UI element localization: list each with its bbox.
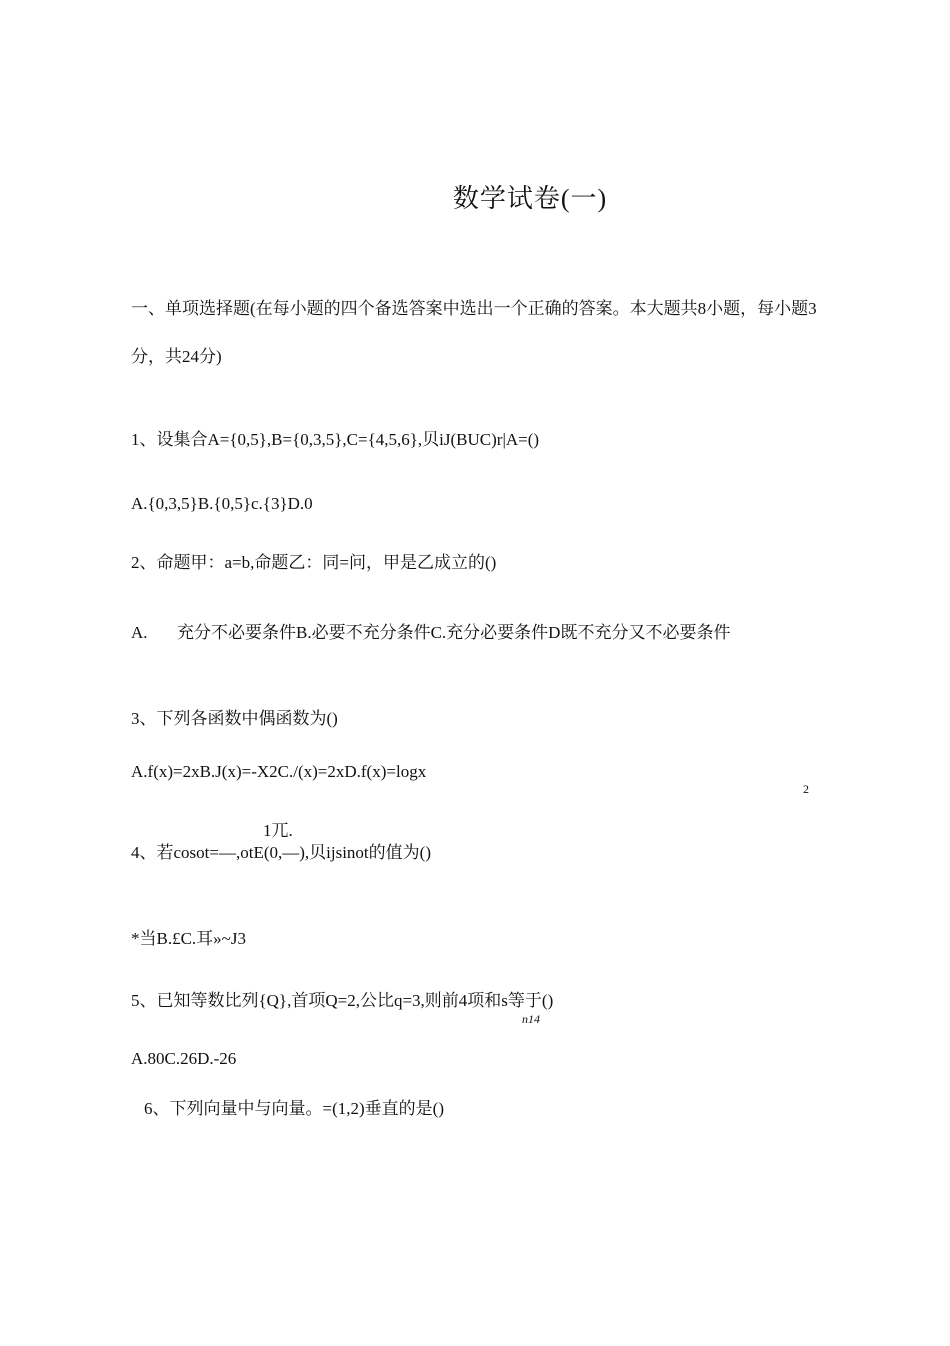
page-title: 数学试卷(一) <box>452 184 608 213</box>
question-1-options: A.{0,3,5}B.{0,5}c.{3}D.0 <box>131 494 313 513</box>
question-4-options: *当B.£C.耳»~J3 <box>131 929 246 948</box>
question-5-stem: 5、已知等数比列{Q},首项Q=2,公比q=3,则前4项和s等于() <box>131 991 554 1010</box>
section-heading-line2: 分，共24分) <box>131 347 222 366</box>
question-4-fraction-top: 1兀. <box>263 821 293 840</box>
question-2-options: 充分不必要条件B.必要不充分条件C.充分必要条件D既不充分又不必要条件 <box>177 623 731 642</box>
question-3-options: A.f(x)=2xB.J(x)=-X2C./(x)=2xD.f(x)=logx <box>131 762 427 781</box>
question-3-log-subscript: 2 <box>803 782 809 796</box>
question-5-subscript: n14 <box>522 1012 540 1026</box>
question-2-stem: 2、命题甲：a=b,命题乙：同=问，甲是乙成立的() <box>131 553 497 572</box>
question-6-stem: 6、下列向量中与向量。=(1,2)垂直的是() <box>144 1099 444 1118</box>
question-3-stem: 3、下列各函数中偶函数为() <box>131 709 338 728</box>
question-1-stem: 1、设集合A={0,5},B={0,3,5},C={4,5,6},贝iJ(BUC)r|A=() <box>131 430 540 449</box>
question-2-option-a-label: A. <box>131 623 148 642</box>
section-heading-line1: 一、单项选择题(在每小题的四个备选答案中选出一个正确的答案。本大题共8小题，每小题3 <box>131 299 817 318</box>
question-4-stem: 4、若cosot=—,otE(0,—),贝ijsinot的值为() <box>131 843 431 862</box>
question-5-options: A.80C.26D.-26 <box>131 1049 237 1068</box>
